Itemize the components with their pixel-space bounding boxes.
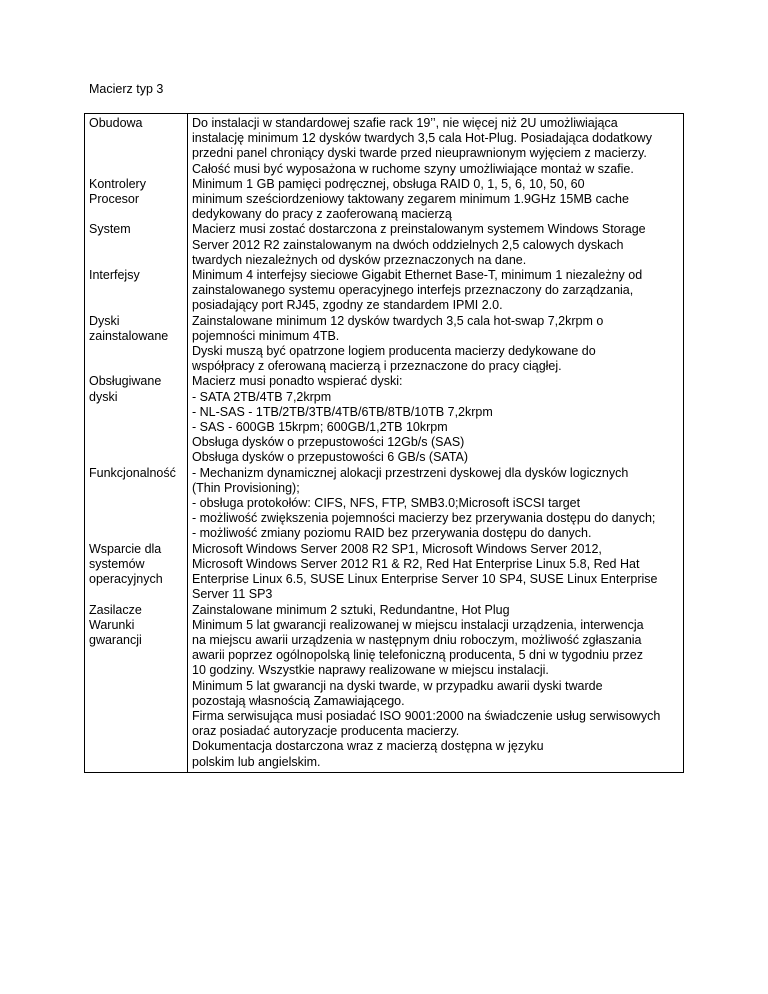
- spec-value-cell: [188, 618, 684, 773]
- spec-row: [85, 222, 684, 268]
- spec-value-cell: [188, 268, 684, 314]
- spec-row: [85, 603, 684, 618]
- spec-label-line: zainstalowane: [89, 328, 169, 343]
- spec-label-line: Obudowa: [89, 116, 143, 130]
- spec-label-line: dyski: [89, 389, 118, 404]
- spec-value-line: Dokumentacja dostarczona wraz z macierzą dostępna w języku: [192, 739, 544, 754]
- spec-row: [85, 114, 684, 177]
- spec-label-line: Procesor: [89, 192, 140, 207]
- spec-value-line: Całość musi być wyposażona w ruchome szyny umożliwiające montaż w szafie.: [192, 161, 634, 176]
- spec-value-line: Minimum 5 lat gwarancji realizowanej w miejscu instalacji urządzenia, interwencja: [192, 617, 644, 632]
- spec-label-cell: [85, 222, 188, 268]
- spec-label-line: Kontrolery: [89, 176, 146, 191]
- spec-label-cell: [85, 374, 188, 465]
- spec-value-line: (Thin Provisioning);: [192, 480, 300, 495]
- spec-label-line: Obsługiwane: [89, 374, 162, 389]
- spec-value-line: Macierz musi zostać dostarczona z preinstalowanym systemem Windows Storage: [192, 222, 646, 237]
- page-title: Macierz typ 3: [89, 82, 164, 96]
- spec-value-line: - SAS - 600GB 15krpm; 600GB/1,2TB 10krpm: [192, 420, 448, 435]
- spec-value-cell: [188, 542, 684, 603]
- spec-value-line: Enterprise Linux 6.5, SUSE Linux Enterprise Server 10 SP4, SUSE Linux Enterprise: [192, 572, 658, 587]
- spec-value-cell: [188, 192, 684, 222]
- spec-value-line: minimum sześciordzeniowy taktowany zegarem minimum 1.9GHz 15MB cache: [192, 192, 629, 207]
- spec-value-line: Server 2012 R2 zainstalowanym na dwóch oddzielnych 2,5 calowych dyskach: [192, 237, 624, 252]
- spec-value-line: pojemności minimum 4TB.: [192, 328, 340, 343]
- spec-value-cell: [188, 114, 684, 177]
- spec-label-cell: [85, 192, 188, 222]
- spec-value-line: zainstalowanego systemu operacyjnego interfejs przeznaczony do zarządzania,: [192, 283, 634, 298]
- spec-row: [85, 177, 684, 192]
- spec-label-line: operacyjnych: [89, 572, 163, 587]
- spec-label-line: Funkcjonalność: [89, 465, 176, 480]
- spec-label-cell: [85, 114, 188, 177]
- spec-value-line: 10 godziny. Wszystkie naprawy realizowane w miejscu instalacji.: [192, 663, 549, 678]
- spec-value-cell: [188, 374, 684, 465]
- spec-value-line: instalację minimum 12 dysków twardych 3,5 cala Hot-Plug. Posiadająca dodatkowy: [192, 131, 652, 146]
- spec-value-line: Macierz musi ponadto wspierać dyski:: [192, 374, 403, 389]
- spec-value-cell: [188, 603, 684, 618]
- spec-value-cell: [188, 466, 684, 542]
- spec-value-line: Do instalacji w standardowej szafie rack 19’’, nie więcej niż 2U umożliwiająca: [192, 116, 618, 130]
- spec-value-line: - Mechanizm dynamicznej alokacji przestrzeni dyskowej dla dysków logicznych: [192, 465, 629, 480]
- spec-value-line: - NL-SAS - 1TB/2TB/3TB/4TB/6TB/8TB/10TB 7,2krpm: [192, 404, 493, 419]
- spec-label-cell: [85, 268, 188, 314]
- spec-table: [84, 113, 684, 773]
- spec-label-cell: [85, 314, 188, 375]
- spec-value-line: Server 11 SP3: [192, 587, 273, 602]
- spec-value-line: Microsoft Windows Server 2008 R2 SP1, Microsoft Windows Server 2012,: [192, 541, 602, 556]
- spec-value-line: Firma serwisująca musi posiadać ISO 9001:2000 na świadczenie usług serwisowych: [192, 708, 661, 723]
- spec-value-line: Dyski muszą być opatrzone logiem producenta macierzy dedykowane do: [192, 344, 596, 359]
- spec-value-line: pozostają własnością Zamawiającego.: [192, 693, 405, 708]
- spec-value-line: Minimum 4 interfejsy sieciowe Gigabit Ethernet Base-T, minimum 1 niezależny od: [192, 268, 643, 283]
- spec-value-line: przedni panel chroniący dyski twarde przed nieuprawnionym wyjęciem z macierzy.: [192, 146, 647, 161]
- spec-label-line: systemów: [89, 556, 145, 571]
- spec-label-line: Dyski: [89, 313, 120, 328]
- spec-label-line: System: [89, 222, 131, 237]
- spec-label-cell: [85, 542, 188, 603]
- spec-label-cell: [85, 466, 188, 542]
- spec-value-line: Minimum 1 GB pamięci podręcznej, obsługa RAID 0, 1, 5, 6, 10, 50, 60: [192, 176, 585, 191]
- spec-row: [85, 268, 684, 314]
- spec-value-line: współpracy z oferowaną macierzą i przeznaczone do pracy ciągłej.: [192, 359, 562, 374]
- spec-table-body: [85, 114, 684, 773]
- spec-value-cell: [188, 177, 684, 192]
- spec-value-line: Minimum 5 lat gwarancji na dyski twarde, w przypadku awarii dyski twarde: [192, 678, 603, 693]
- spec-value-line: Obsługa dysków o przepustowości 6 GB/s (SATA): [192, 450, 469, 465]
- spec-label-cell: [85, 618, 188, 773]
- spec-value-line: - SATA 2TB/4TB 7,2krpm: [192, 389, 332, 404]
- spec-value-line: posiadający port RJ45, zgodny ze standardem IPMI 2.0.: [192, 298, 503, 313]
- spec-row: [85, 192, 684, 222]
- spec-value-cell: [188, 222, 684, 268]
- spec-label-line: Interfejsy: [89, 268, 140, 283]
- spec-row: [85, 618, 684, 773]
- spec-row: [85, 466, 684, 542]
- spec-row: [85, 374, 684, 465]
- spec-value-line: Zainstalowane minimum 2 sztuki, Redundantne, Hot Plug: [192, 602, 510, 617]
- spec-row: [85, 314, 684, 375]
- spec-value-line: oraz posiadać autoryzacje producenta macierzy.: [192, 724, 460, 739]
- spec-row: [85, 542, 684, 603]
- spec-label-cell: [85, 603, 188, 618]
- spec-value-line: na miejscu awarii urządzenia w następnym dniu roboczym, możliwość zgłaszania: [192, 632, 642, 647]
- spec-value-line: awarii poprzez ogólnopolską linię telefoniczną producenta, 5 dni w tygodniu przez: [192, 648, 643, 663]
- spec-value-line: - obsługa protokołów: CIFS, NFS, FTP, SMB3.0;Microsoft iSCSI target: [192, 496, 581, 511]
- spec-value-cell: [188, 314, 684, 375]
- spec-value-line: dedykowany do pracy z zaoferowaną macierzą: [192, 207, 452, 222]
- spec-value-line: - możliwość zwiększenia pojemności macierzy bez przerywania dostępu do danych;: [192, 511, 656, 526]
- spec-value-line: - możliwość zmiany poziomu RAID bez przerywania dostępu do danych.: [192, 526, 592, 541]
- spec-label-line: Zasilacze: [89, 602, 142, 617]
- spec-label-cell: [85, 177, 188, 192]
- spec-value-line: Obsługa dysków o przepustowości 12Gb/s (SAS): [192, 435, 465, 450]
- spec-value-line: Zainstalowane minimum 12 dysków twardych 3,5 cala hot-swap 7,2krpm o: [192, 313, 604, 328]
- spec-value-line: Microsoft Windows Server 2012 R1 & R2, Red Hat Enterprise Linux 5.8, Red Hat: [192, 556, 640, 571]
- spec-label-line: Wsparcie dla: [89, 541, 162, 556]
- spec-value-line: twardych niezależnych od dysków przeznaczonych na dane.: [192, 252, 527, 267]
- spec-value-line: polskim lub angielskim.: [192, 754, 321, 769]
- spec-label-line: gwarancji: [89, 632, 142, 647]
- spec-label-line: Warunki: [89, 617, 135, 632]
